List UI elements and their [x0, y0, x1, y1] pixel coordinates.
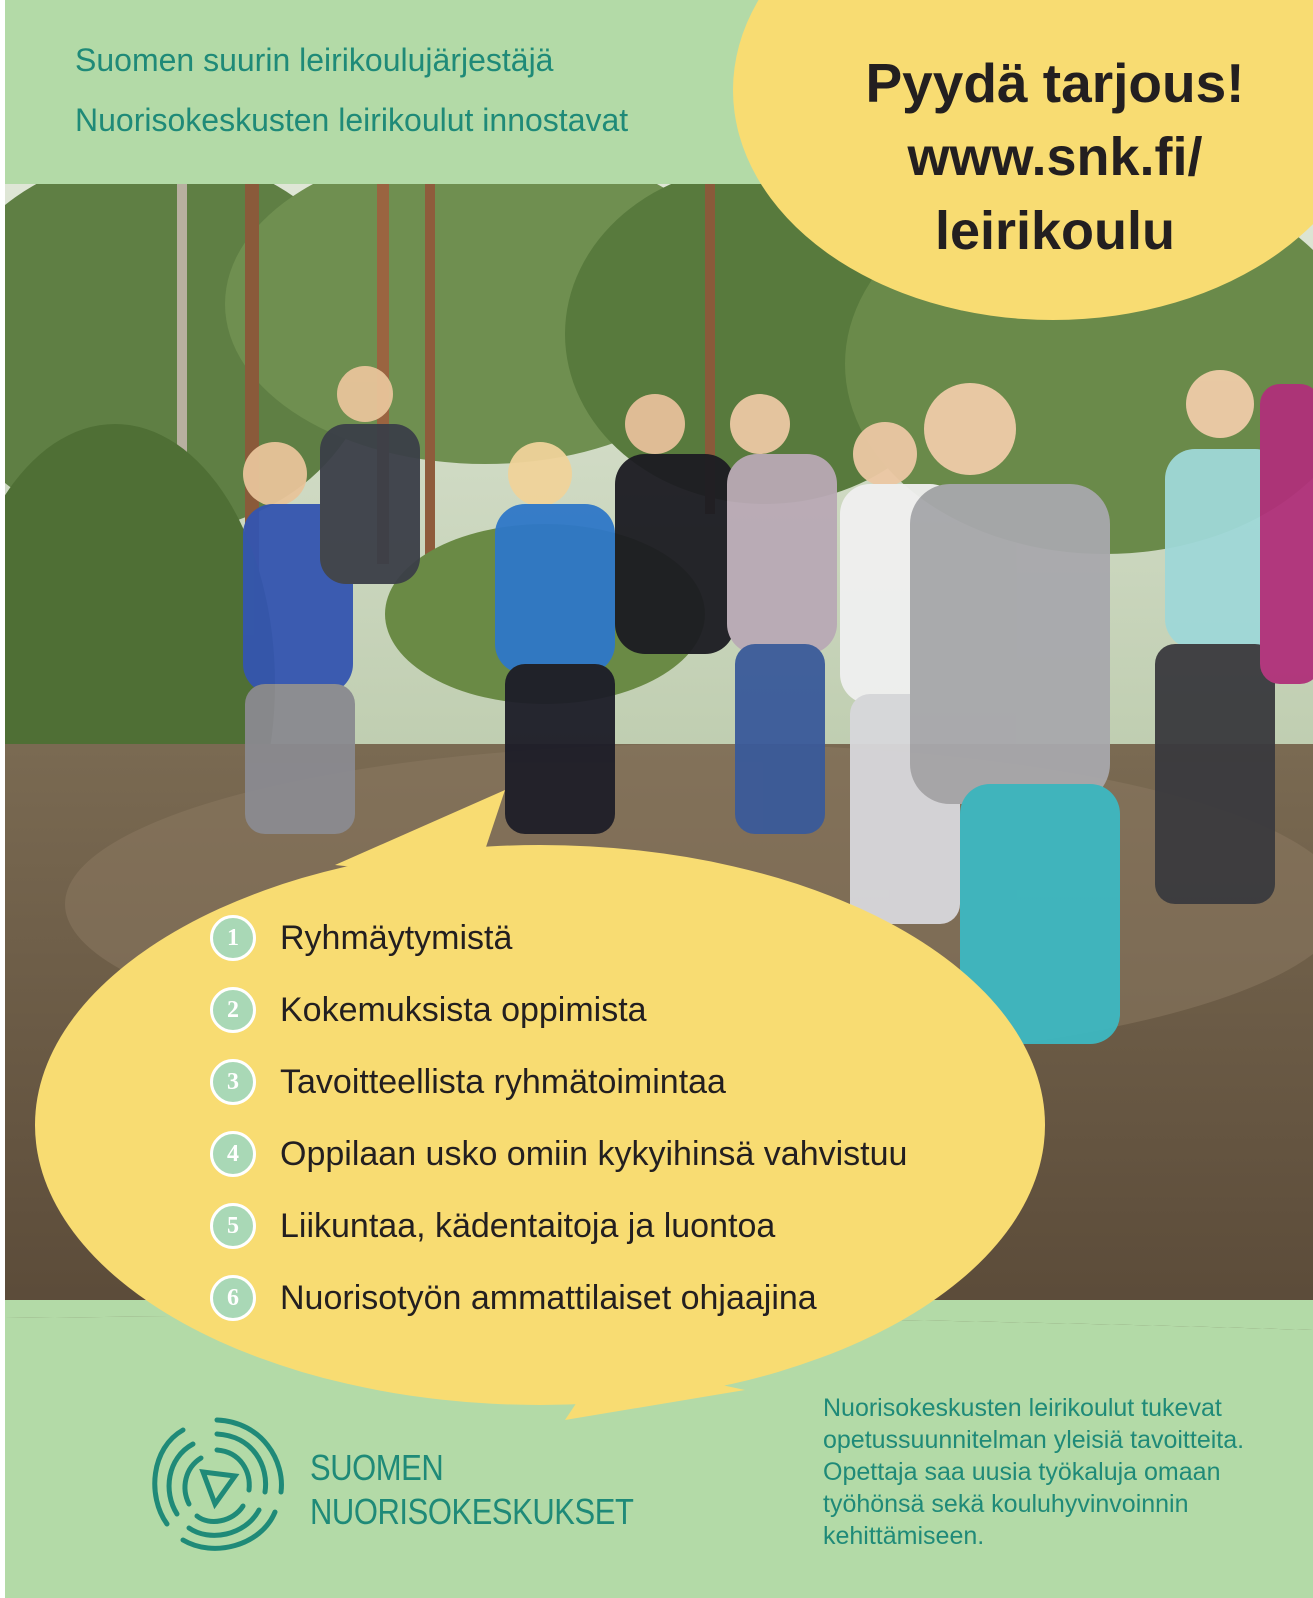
benefit-label: Kokemuksista oppimista	[280, 990, 647, 1029]
cta-url-part-1[interactable]: www.snk.fi/	[907, 127, 1203, 187]
benefit-label: Tavoitteellista ryhmätoimintaa	[280, 1062, 726, 1101]
benefit-label: Liikuntaa, kädentaitoja ja luontoa	[280, 1206, 776, 1245]
poster	[5, 0, 1313, 1598]
benefit-label: Oppilaan usko omiin kykyihinsä vahvistuu	[280, 1134, 908, 1173]
footer-line: Opettaja saa uusia työkaluja omaan	[823, 1458, 1221, 1486]
footer-line: kehittämiseen.	[823, 1522, 985, 1550]
number-badge: 4	[210, 1131, 256, 1177]
benefit-label: Nuorisotyön ammattilaiset ohjaajina	[280, 1278, 817, 1317]
list-item	[210, 902, 907, 974]
number-badge: 3	[210, 1059, 256, 1105]
list-item	[210, 1046, 907, 1118]
footer-line: opetussuunnitelman yleisiä tavoitteita.	[823, 1426, 1245, 1454]
number-badge: 1	[210, 915, 256, 961]
list-item	[210, 1262, 907, 1334]
benefit-label: Ryhmäytymistä	[280, 918, 513, 957]
number-badge: 5	[210, 1203, 256, 1249]
logo-line-1: SUOMEN	[310, 1447, 444, 1488]
footer-line: työhönsä sekä kouluhyvinvoinnin	[823, 1490, 1189, 1518]
list-item	[210, 1118, 907, 1190]
benefits-list	[210, 902, 907, 1334]
footer-line: Nuorisokeskusten leirikoulut tukevat	[823, 1394, 1222, 1422]
list-item	[210, 974, 907, 1046]
organization-logo-text	[310, 1446, 633, 1534]
list-item	[210, 1190, 907, 1262]
cta-block	[805, 46, 1305, 268]
footer-description	[823, 1392, 1303, 1552]
cta-url-part-2[interactable]: leirikoulu	[934, 201, 1176, 261]
tagline-largest-organizer: Suomen suurin leirikoulujärjestäjä	[75, 42, 554, 78]
number-badge: 2	[210, 987, 256, 1033]
number-badge: 6	[210, 1275, 256, 1321]
tagline-inspire: Nuorisokeskusten leirikoulut innostavat	[75, 102, 629, 138]
logo-line-2: NUORISOKESKUKSET	[310, 1491, 634, 1532]
swirl-logo-icon	[143, 1412, 291, 1560]
cta-request-offer: Pyydä tarjous!	[865, 52, 1245, 114]
